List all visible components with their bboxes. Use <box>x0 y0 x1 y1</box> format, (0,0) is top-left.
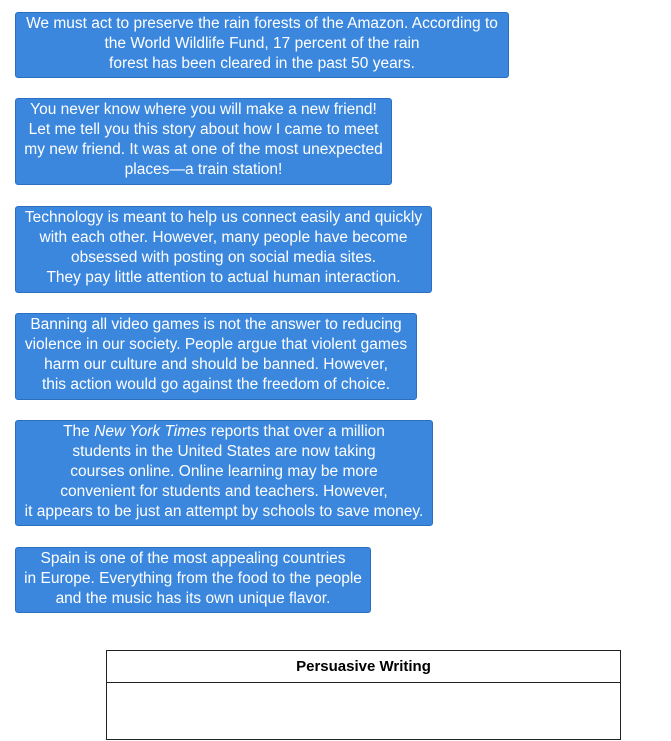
card-text-line: places—a train station! <box>124 161 283 178</box>
draggable-card-technology[interactable] <box>15 206 432 293</box>
card-text-line: They pay little attention to actual human interaction. <box>46 269 401 286</box>
card-text-line: We must act to preserve the rain forests of the Amazon. According to <box>26 15 498 32</box>
drop-zone-area[interactable] <box>107 683 620 741</box>
draggable-card-new-friend[interactable] <box>15 98 392 185</box>
card-text-line: courses online. Online learning may be more <box>70 463 378 480</box>
card-text-line: in Europe. Everything from the food to the people <box>24 570 362 587</box>
card-text-line: with each other. However, many people have become <box>39 229 408 246</box>
card-text-line: Let me tell you this story about how I came to meet <box>28 121 379 138</box>
card-text-line: the World Wildlife Fund, 17 percent of the rain <box>104 35 420 52</box>
card-text-line: it appears to be just an attempt by schools to save money. <box>24 503 424 520</box>
card-text-line: You never know where you will make a new friend! <box>30 101 377 118</box>
card-text-line: Banning all video games is not the answer to reducing <box>30 316 402 333</box>
draggable-card-spain[interactable] <box>15 547 371 613</box>
card-text-italic-title: New York Times <box>94 423 207 440</box>
draggable-card-amazon-rainforest[interactable] <box>15 12 509 78</box>
card-text-prefix: The <box>63 423 90 440</box>
card-text-line: violence in our society. People argue that violent games <box>24 336 408 353</box>
drop-zone-header: Persuasive Writing <box>107 651 620 683</box>
card-text-line: this action would go against the freedom of choice. <box>41 376 391 393</box>
card-text-suffix: reports that over a million <box>210 423 385 440</box>
card-text-line: students in the United States are now taking <box>72 443 376 460</box>
card-text-line: and the music has its own unique flavor. <box>55 590 331 607</box>
card-text-line: my new friend. It was at one of the most unexpected <box>24 141 383 158</box>
card-text-line: harm our culture and should be banned. However, <box>44 356 388 373</box>
card-text-line: Spain is one of the most appealing countries <box>40 550 346 567</box>
card-text-line: Technology is meant to help us connect easily and quickly <box>24 209 423 226</box>
card-text-line: forest has been cleared in the past 50 years. <box>109 55 415 72</box>
card-text-line: convenient for students and teachers. However, <box>60 483 388 500</box>
card-text-line <box>18 422 430 442</box>
draggable-card-online-learning[interactable] <box>15 420 433 526</box>
draggable-card-video-games[interactable] <box>15 313 417 400</box>
card-text-line: obsessed with posting on social media sites. <box>71 249 376 266</box>
